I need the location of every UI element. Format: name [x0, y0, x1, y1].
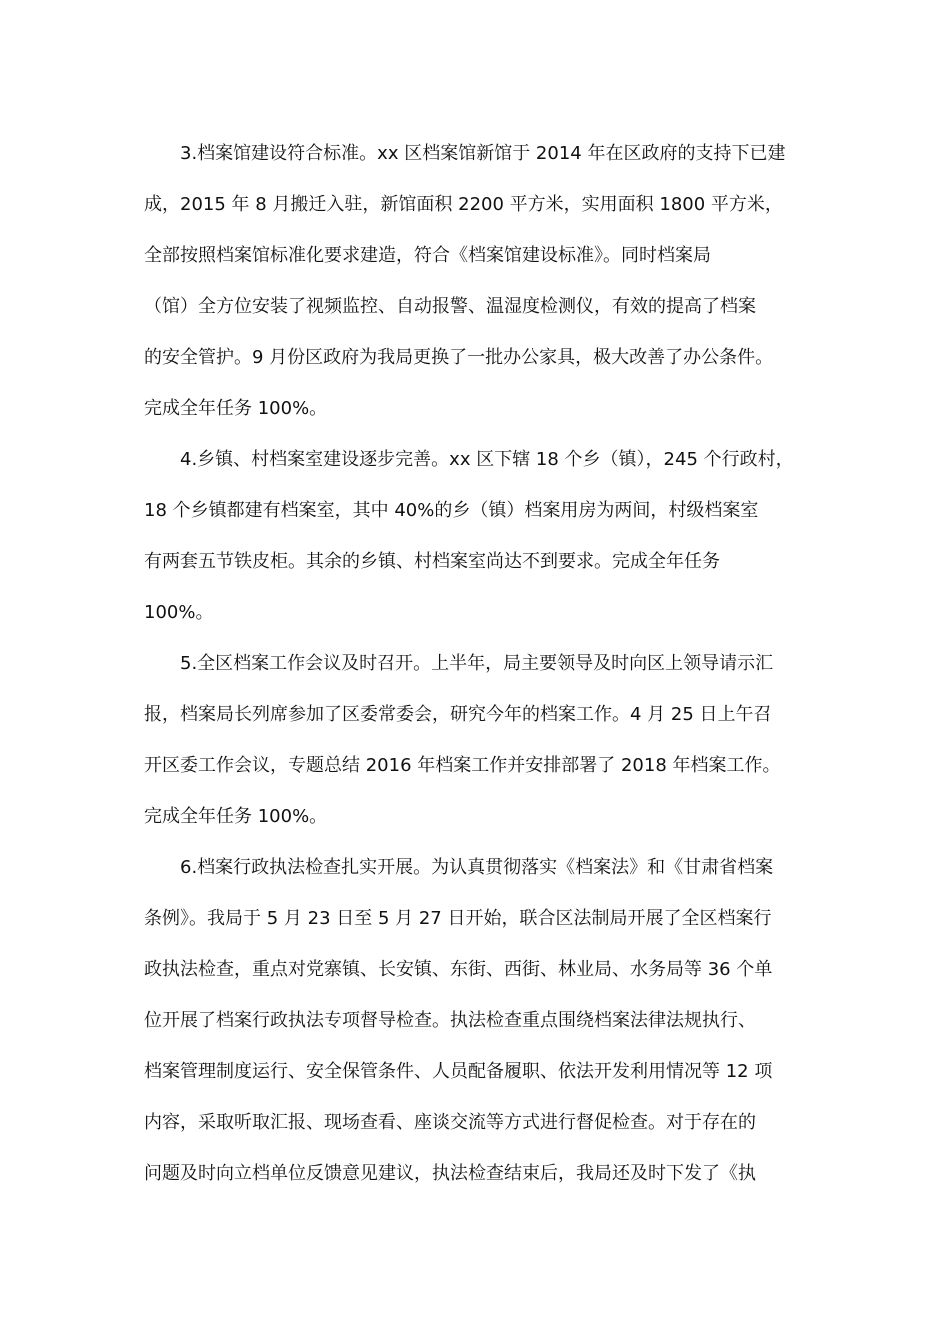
paragraph-6-law-enforcement [144, 842, 814, 1199]
text-line: 18 个乡镇都建有档案室，其中 40%的乡（镇）档案用房为两间，村级档案室 [144, 500, 759, 521]
text-line: 有两套五节铁皮柜。其余的乡镇、村档案室尚达不到要求。完成全年任务 [144, 551, 720, 572]
text-line: 内容，采取听取汇报、现场查看、座谈交流等方式进行督促检查。对于存在的 [144, 1112, 756, 1133]
text-line: 100%。 [144, 602, 214, 623]
text-line: 完成全年任务 100%。 [144, 806, 328, 827]
text-line: 成，2015 年 8 月搬迁入驻，新馆面积 2200 平方米，实用面积 1800 平方米， [144, 194, 783, 215]
paragraph-5-archives-meeting [144, 638, 814, 842]
text-line: 6.档案行政执法检查扎实开展。为认真贯彻落实《档案法》和《甘肃省档案 [180, 857, 774, 878]
text-line: 5.全区档案工作会议及时召开。上半年，局主要领导及时向区上领导请示汇 [180, 653, 774, 674]
text-line: 档案管理制度运行、安全保管条件、人员配备履职、依法开发利用情况等 12 项 [144, 1061, 773, 1082]
text-line: 完成全年任务 100%。 [144, 398, 328, 419]
text-line: 报，档案局长列席参加了区委常委会，研究今年的档案工作。4 月 25 日上午召 [144, 704, 772, 725]
text-line: 政执法检查，重点对党寨镇、长安镇、东街、西街、林业局、水务局等 36 个单 [144, 959, 773, 980]
paragraph-4-township-archives [144, 434, 814, 638]
text-line: 4.乡镇、村档案室建设逐步完善。xx 区下辖 18 个乡（镇），245 个行政村， [180, 449, 794, 470]
text-line: 位开展了档案行政执法专项督导检查。执法检查重点围绕档案法律法规执行、 [144, 1010, 756, 1031]
text-line: 3.档案馆建设符合标准。xx 区档案馆新馆于 2014 年在区政府的支持下已建 [180, 143, 786, 164]
text-line: 的安全管护。9 月份区政府为我局更换了一批办公家具，极大改善了办公条件。 [144, 347, 774, 368]
text-line: 全部按照档案馆标准化要求建造，符合《档案馆建设标准》。同时档案局 [144, 245, 711, 266]
text-line: 条例》。我局于 5 月 23 日至 5 月 27 日开始，联合区法制局开展了全区档案行 [144, 908, 772, 929]
paragraph-3-archives-building [144, 128, 814, 434]
text-line: 开区委工作会议，专题总结 2016 年档案工作并安排部署了 2018 年档案工作。 [144, 755, 781, 776]
text-line: 问题及时向立档单位反馈意见建议，执法检查结束后，我局还及时下发了《执 [144, 1163, 756, 1184]
text-line: （馆）全方位安装了视频监控、自动报警、温湿度检测仪，有效的提高了档案 [144, 296, 756, 317]
body-text [144, 128, 814, 1199]
